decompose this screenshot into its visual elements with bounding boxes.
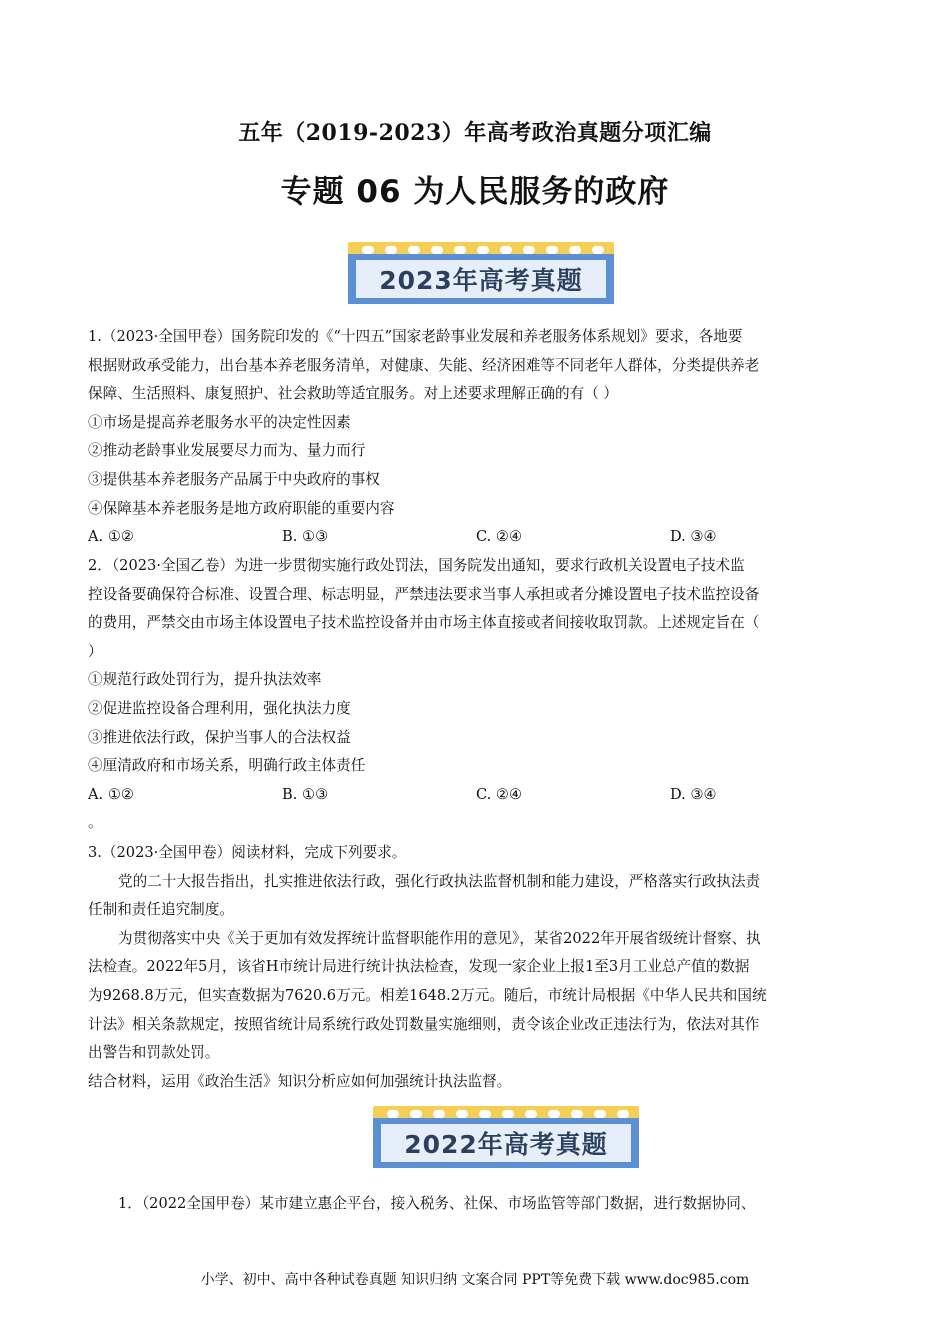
q2-item-4: ④厘清政府和市场关系，明确行政主体责任 [88, 757, 366, 775]
q3-para1-line-1: 党的二十大报告指出，扎实推进依法行政，强化行政执法监督机制和能力建设，严格落实行政执法责 [118, 872, 761, 890]
banner-label: 2022年高考真题 [381, 1124, 631, 1162]
q3-para2-line-3: 为9268.8万元，但实查数据为7620.6万元。相差1648.2万元。随后，市统计局根据《中华人民共和国统 [88, 986, 767, 1004]
document-title: 专题 06 为人民服务的政府 [280, 174, 670, 210]
question-2022-1 [118, 1190, 858, 1219]
q1-line-3: 保障、生活照料、康复照护、社会救助等适宜服务。对上述要求理解正确的有（ ） [88, 385, 619, 403]
q3-para1-line-2: 任制和责任追究制度。 [88, 901, 234, 919]
q1-line-2: 根据财政承受能力，出台基本养老服务清单，对健康、失能、经济困难等不同老年人群体，分类提供养老 [88, 356, 760, 374]
q2-item-1: ①规范行政处罚行为，提升执法效率 [88, 671, 322, 689]
q3-para2-line-1: 为贯彻落实中央《关于更加有效发挥统计监督职能作用的意见》，某省2022年开展省级统计督察、执 [118, 929, 761, 947]
option-b: B. ①③ [282, 785, 329, 803]
document-subtitle: 五年（2019-2023）年高考政治真题分项汇编 [238, 120, 712, 146]
q2-item-2: ②促进监控设备合理利用，强化执法力度 [88, 699, 351, 717]
q1-item-4: ④保障基本养老服务是地方政府职能的重要内容 [88, 499, 395, 517]
q2-item-3: ③推进依法行政，保护当事人的合法权益 [88, 728, 351, 746]
option-d: D. ③④ [670, 528, 717, 546]
question-2 [88, 552, 864, 838]
q2-line-4: ） [88, 642, 103, 660]
option-a: A. ①② [88, 785, 134, 803]
q1-item-3: ③提供基本养老服务产品属于中央政府的事权 [88, 470, 380, 488]
q3-para2-line-5: 出警告和罚款处罚。 [88, 1044, 220, 1062]
banner-label: 2023年高考真题 [356, 260, 606, 298]
option-b: B. ①③ [282, 528, 329, 546]
q2022-line-1: 1．（2022全国甲卷）某市建立惠企平台，接入税务、社保、市场监管等部门数据，进行数据协同、 [118, 1195, 756, 1212]
q2-line-1: 2．（2023·全国乙卷）为进一步贯彻实施行政处罚法，国务院发出通知，要求行政机关设置电子技术监 [88, 557, 745, 574]
q3-para2-line-4: 计法》相关条款规定，按照省统计局系统行政处罚数量实施细则，责令该企业改正违法行为，依法对其作 [88, 1015, 760, 1033]
q3-head: 3.（2023·全国甲卷）阅读材料，完成下列要求。 [88, 844, 407, 861]
section-banner-2023 [348, 242, 614, 304]
option-c: C. ②④ [476, 528, 523, 546]
page-footer: 小学、初中、高中各种试卷真题 知识归纳 文案合同 PPT等免费下载 www.doc985.com [200, 1272, 750, 1288]
q2-options [88, 781, 864, 810]
question-3 [88, 839, 864, 1096]
q3-task: 结合材料，运用《政治生活》知识分析应如何加强统计执法监督。 [88, 1072, 512, 1090]
q1-item-1: ①市场是提高养老服务水平的决定性因素 [88, 413, 351, 431]
option-a: A. ①② [88, 528, 134, 546]
q2-line-3: 的费用，严禁交由市场主体设置电子技术监控设备并由市场主体直接或者间接收取罚款。上述规定旨在（ [88, 614, 760, 632]
q3-para2-line-2: 法检查。2022年5月，该省H市统计局进行统计执法检查，发现一家企业上报1至3月工业总产值的数据 [88, 958, 750, 976]
q2-trailing: 。 [88, 814, 103, 832]
option-d: D. ③④ [670, 785, 717, 803]
question-1 [88, 323, 864, 552]
section-banner-2022 [373, 1106, 639, 1168]
option-c: C. ②④ [476, 785, 523, 803]
q2-line-2: 控设备要确保符合标准、设置合理、标志明显，严禁违法要求当事人承担或者分摊设置电子技术监控设备 [88, 585, 760, 603]
q1-options [88, 523, 864, 552]
q1-line-1: 1.（2023·全国甲卷）国务院印发的《“十四五”国家老龄事业发展和养老服务体系规划》要求，各地要 [88, 328, 743, 345]
q1-item-2: ②推动老龄事业发展要尽力而为、量力而行 [88, 442, 366, 460]
